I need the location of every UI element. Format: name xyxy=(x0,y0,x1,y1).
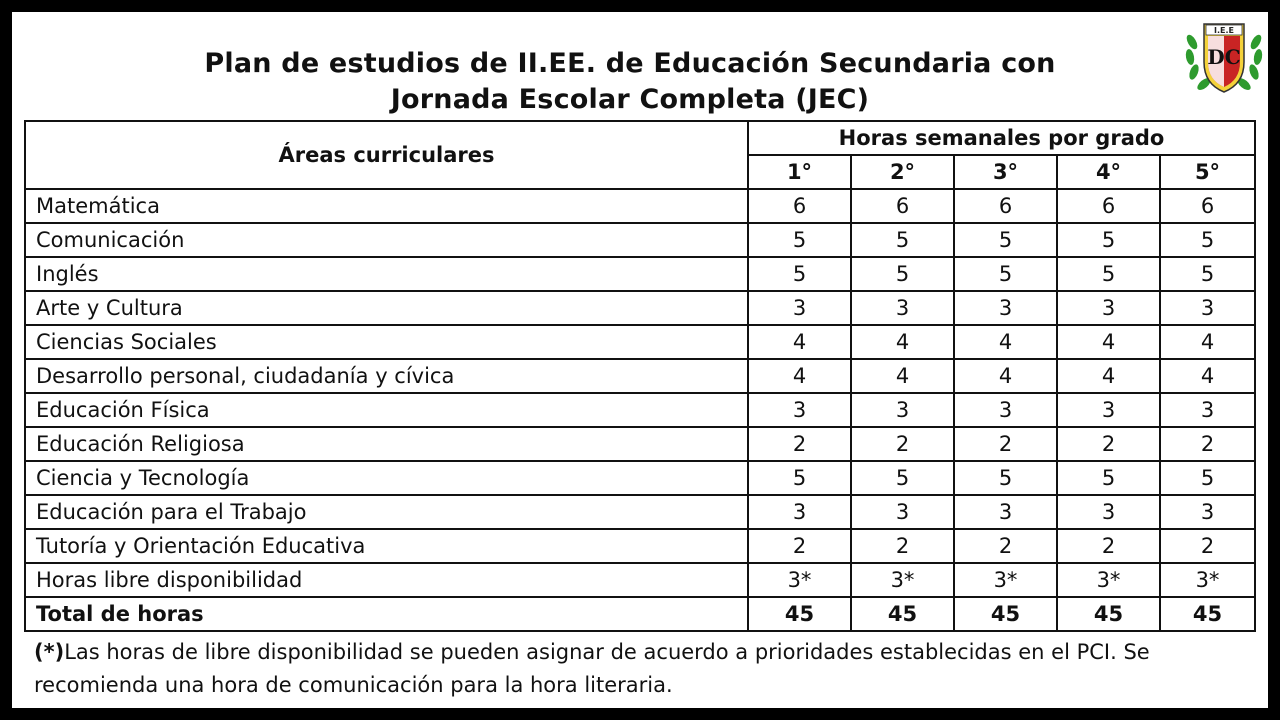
grade-header: 3° xyxy=(954,155,1057,189)
table-row xyxy=(25,461,1255,495)
hours-cell: 4 xyxy=(1057,359,1160,393)
page-title xyxy=(12,46,1268,118)
hours-cell: 4 xyxy=(1057,325,1160,359)
area-cell: Total de horas xyxy=(25,597,748,631)
footnote xyxy=(34,636,1249,702)
footnote-text: Las horas de libre disponibilidad se pueden asignar de acuerdo a prioridades establecidas en el PCI. Se recomienda una hora de comunicación para la hora literaria. xyxy=(34,640,1150,697)
title-line-2: Jornada Escolar Completa (JEC) xyxy=(390,84,870,115)
area-cell: Educación Física xyxy=(25,393,748,427)
hours-cell: 3 xyxy=(1160,291,1255,325)
hours-cell: 45 xyxy=(851,597,954,631)
hours-cell: 6 xyxy=(1057,189,1160,223)
hours-cell: 6 xyxy=(1160,189,1255,223)
hours-cell: 5 xyxy=(851,257,954,291)
table-row xyxy=(25,427,1255,461)
hours-cell: 5 xyxy=(1160,257,1255,291)
hours-cell: 3 xyxy=(1057,291,1160,325)
hours-cell: 4 xyxy=(851,325,954,359)
table-row xyxy=(25,393,1255,427)
hours-cell: 2 xyxy=(1160,427,1255,461)
hours-cell: 4 xyxy=(748,359,851,393)
hours-cell: 4 xyxy=(954,325,1057,359)
table-header-row xyxy=(25,121,1255,155)
hours-cell: 3 xyxy=(1057,393,1160,427)
school-crest-logo xyxy=(1182,12,1266,98)
table-row xyxy=(25,529,1255,563)
hours-cell: 2 xyxy=(748,529,851,563)
hours-cell: 6 xyxy=(954,189,1057,223)
table-row xyxy=(25,223,1255,257)
hours-cell: 5 xyxy=(748,461,851,495)
table-row xyxy=(25,291,1255,325)
hours-cell: 3 xyxy=(851,291,954,325)
area-cell: Educación para el Trabajo xyxy=(25,495,748,529)
hours-cell: 2 xyxy=(1057,529,1160,563)
grade-header: 4° xyxy=(1057,155,1160,189)
hours-cell: 3 xyxy=(851,495,954,529)
hours-cell: 5 xyxy=(748,223,851,257)
hours-cell: 45 xyxy=(954,597,1057,631)
hours-cell: 3 xyxy=(1160,495,1255,529)
area-cell: Educación Religiosa xyxy=(25,427,748,461)
table-row xyxy=(25,325,1255,359)
svg-text:DC: DC xyxy=(1207,45,1241,69)
area-cell: Desarrollo personal, ciudadanía y cívica xyxy=(25,359,748,393)
hours-cell: 5 xyxy=(954,461,1057,495)
hours-cell: 45 xyxy=(748,597,851,631)
hours-cell: 2 xyxy=(748,427,851,461)
area-cell: Comunicación xyxy=(25,223,748,257)
area-cell: Tutoría y Orientación Educativa xyxy=(25,529,748,563)
hours-cell: 3 xyxy=(748,291,851,325)
hours-cell: 4 xyxy=(851,359,954,393)
grade-header: 2° xyxy=(851,155,954,189)
area-cell: Ciencias Sociales xyxy=(25,325,748,359)
area-cell: Arte y Cultura xyxy=(25,291,748,325)
footnote-marker: (*) xyxy=(34,640,65,664)
hours-cell: 3 xyxy=(1160,393,1255,427)
hours-cell: 45 xyxy=(1057,597,1160,631)
hours-cell: 3* xyxy=(748,563,851,597)
hours-cell: 6 xyxy=(851,189,954,223)
hours-cell: 4 xyxy=(954,359,1057,393)
hours-cell: 3* xyxy=(851,563,954,597)
hours-cell: 5 xyxy=(1057,461,1160,495)
logo-text: I.E.E xyxy=(1214,26,1234,35)
area-cell: Inglés xyxy=(25,257,748,291)
hours-cell: 5 xyxy=(851,461,954,495)
hours-cell: 3* xyxy=(1160,563,1255,597)
hours-cell: 5 xyxy=(1160,223,1255,257)
hours-cell: 5 xyxy=(1057,223,1160,257)
hours-cell: 3 xyxy=(954,291,1057,325)
title-line-1: Plan de estudios de II.EE. de Educación Secundaria con xyxy=(204,48,1056,79)
hours-cell: 3* xyxy=(954,563,1057,597)
hours-cell: 3 xyxy=(1057,495,1160,529)
hours-cell: 6 xyxy=(748,189,851,223)
header-areas: Áreas curriculares xyxy=(25,121,748,189)
area-cell: Horas libre disponibilidad xyxy=(25,563,748,597)
area-cell: Ciencia y Tecnología xyxy=(25,461,748,495)
hours-cell: 5 xyxy=(1160,461,1255,495)
hours-cell: 5 xyxy=(851,223,954,257)
hours-cell: 5 xyxy=(1057,257,1160,291)
hours-cell: 5 xyxy=(954,223,1057,257)
curriculum-table xyxy=(24,120,1256,632)
hours-cell: 4 xyxy=(748,325,851,359)
hours-cell: 3 xyxy=(748,393,851,427)
hours-cell: 3* xyxy=(1057,563,1160,597)
table-row xyxy=(25,189,1255,223)
grade-header: 1° xyxy=(748,155,851,189)
hours-cell: 4 xyxy=(1160,325,1255,359)
hours-cell: 2 xyxy=(954,529,1057,563)
table-row xyxy=(25,257,1255,291)
area-cell: Matemática xyxy=(25,189,748,223)
hours-cell: 2 xyxy=(851,427,954,461)
hours-cell: 3 xyxy=(954,495,1057,529)
hours-cell: 5 xyxy=(748,257,851,291)
hours-cell: 2 xyxy=(1057,427,1160,461)
hours-cell: 2 xyxy=(1160,529,1255,563)
header-hours: Horas semanales por grado xyxy=(748,121,1255,155)
hours-cell: 3 xyxy=(954,393,1057,427)
hours-cell: 4 xyxy=(1160,359,1255,393)
table-row xyxy=(25,359,1255,393)
hours-cell: 3 xyxy=(748,495,851,529)
table-row xyxy=(25,563,1255,597)
hours-cell: 3 xyxy=(851,393,954,427)
hours-cell: 5 xyxy=(954,257,1057,291)
hours-cell: 2 xyxy=(851,529,954,563)
document-page xyxy=(12,12,1268,708)
grade-header: 5° xyxy=(1160,155,1255,189)
hours-cell: 45 xyxy=(1160,597,1255,631)
table-row xyxy=(25,495,1255,529)
hours-cell: 2 xyxy=(954,427,1057,461)
total-row xyxy=(25,597,1255,631)
